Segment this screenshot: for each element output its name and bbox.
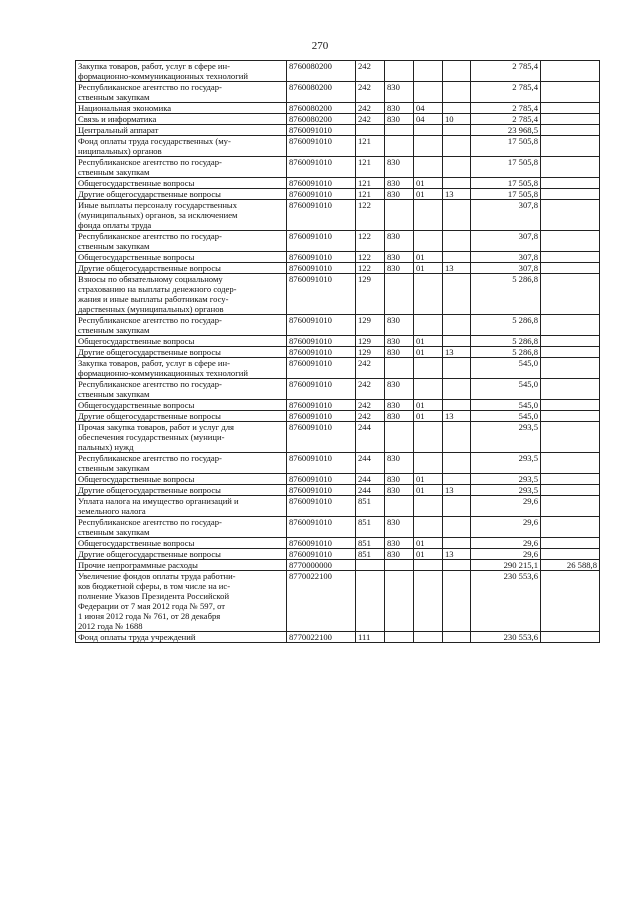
subsection-cell	[443, 358, 471, 379]
table-row	[76, 549, 600, 560]
row-name-cell: Уплата налога на имущество организаций и земельного налога	[76, 496, 287, 517]
amount-extra-cell	[541, 157, 600, 178]
target-article-cell: 8760091010	[287, 422, 356, 453]
target-article-cell: 8760091010	[287, 549, 356, 560]
department-cell: 830	[385, 549, 414, 560]
row-name-cell: Центральный аппарат	[76, 125, 287, 136]
amount-cell: 545,0	[471, 411, 541, 422]
expense-type-cell	[356, 571, 385, 632]
amount-extra-cell	[541, 315, 600, 336]
department-cell: 830	[385, 538, 414, 549]
expense-type-cell: 121	[356, 136, 385, 157]
subsection-cell	[443, 125, 471, 136]
expense-type-cell: 121	[356, 178, 385, 189]
section-cell	[414, 157, 443, 178]
expense-type-cell: 129	[356, 336, 385, 347]
target-article-cell: 8760080200	[287, 61, 356, 82]
amount-extra-cell	[541, 411, 600, 422]
row-name-cell: Национальная экономика	[76, 103, 287, 114]
amount-extra-cell: 26 588,8	[541, 560, 600, 571]
expense-type-cell: 129	[356, 315, 385, 336]
amount-cell: 17 505,8	[471, 189, 541, 200]
amount-extra-cell	[541, 571, 600, 632]
amount-extra-cell	[541, 632, 600, 643]
amount-cell: 5 286,8	[471, 336, 541, 347]
amount-cell: 17 505,8	[471, 178, 541, 189]
section-cell	[414, 136, 443, 157]
subsection-cell: 13	[443, 263, 471, 274]
amount-cell: 23 968,5	[471, 125, 541, 136]
row-name-cell: Иные выплаты персоналу государственных (муниципальных) органов, за исключением фонда оплаты труда	[76, 200, 287, 231]
table-row	[76, 474, 600, 485]
table-row	[76, 496, 600, 517]
table-row	[76, 347, 600, 358]
section-cell	[414, 422, 443, 453]
amount-cell: 2 785,4	[471, 103, 541, 114]
subsection-cell	[443, 453, 471, 474]
table-row	[76, 571, 600, 632]
amount-cell: 230 553,6	[471, 632, 541, 643]
expense-type-cell: 242	[356, 400, 385, 411]
section-cell: 01	[414, 474, 443, 485]
expense-type-cell: 244	[356, 474, 385, 485]
amount-extra-cell	[541, 336, 600, 347]
table-row	[76, 263, 600, 274]
amount-extra-cell	[541, 114, 600, 125]
target-article-cell: 8760091010	[287, 336, 356, 347]
expense-type-cell: 851	[356, 549, 385, 560]
row-name-cell: Другие общегосударственные вопросы	[76, 189, 287, 200]
expense-type-cell: 242	[356, 358, 385, 379]
target-article-cell: 8760091010	[287, 400, 356, 411]
row-name-cell: Республиканское агентство по государ- ственным закупкам	[76, 231, 287, 252]
expense-type-cell: 242	[356, 103, 385, 114]
expense-type-cell: 851	[356, 517, 385, 538]
target-article-cell: 8760091010	[287, 136, 356, 157]
row-name-cell: Фонд оплаты труда государственных (му- ниципальных) органов	[76, 136, 287, 157]
subsection-cell	[443, 231, 471, 252]
target-article-cell: 8760091010	[287, 347, 356, 358]
expense-type-cell: 111	[356, 632, 385, 643]
table-row	[76, 200, 600, 231]
target-article-cell: 8770000000	[287, 560, 356, 571]
table-row	[76, 274, 600, 315]
amount-cell: 293,5	[471, 474, 541, 485]
table-row	[76, 400, 600, 411]
amount-cell: 293,5	[471, 422, 541, 453]
department-cell: 830	[385, 157, 414, 178]
section-cell: 01	[414, 485, 443, 496]
department-cell: 830	[385, 411, 414, 422]
row-name-cell: Общегосударственные вопросы	[76, 474, 287, 485]
section-cell: 01	[414, 400, 443, 411]
subsection-cell	[443, 422, 471, 453]
table-row	[76, 422, 600, 453]
amount-extra-cell	[541, 379, 600, 400]
table-row	[76, 411, 600, 422]
row-name-cell: Другие общегосударственные вопросы	[76, 549, 287, 560]
target-article-cell: 8760091010	[287, 517, 356, 538]
expense-type-cell: 242	[356, 61, 385, 82]
amount-extra-cell	[541, 125, 600, 136]
amount-cell: 290 215,1	[471, 560, 541, 571]
expense-type-cell	[356, 125, 385, 136]
target-article-cell: 8760080200	[287, 114, 356, 125]
expense-type-cell: 122	[356, 200, 385, 231]
target-article-cell: 8760091010	[287, 189, 356, 200]
target-article-cell: 8760091010	[287, 263, 356, 274]
target-article-cell: 8760080200	[287, 82, 356, 103]
subsection-cell	[443, 517, 471, 538]
subsection-cell	[443, 571, 471, 632]
amount-extra-cell	[541, 485, 600, 496]
section-cell: 01	[414, 411, 443, 422]
table-row	[76, 136, 600, 157]
section-cell: 01	[414, 178, 443, 189]
target-article-cell: 8760091010	[287, 485, 356, 496]
row-name-cell: Республиканское агентство по государ- ственным закупкам	[76, 157, 287, 178]
section-cell	[414, 315, 443, 336]
row-name-cell: Республиканское агентство по государ- ственным закупкам	[76, 453, 287, 474]
row-name-cell: Республиканское агентство по государ- ственным закупкам	[76, 82, 287, 103]
section-cell: 01	[414, 252, 443, 263]
section-cell: 01	[414, 189, 443, 200]
section-cell: 01	[414, 347, 443, 358]
row-name-cell: Общегосударственные вопросы	[76, 252, 287, 263]
department-cell: 830	[385, 263, 414, 274]
subsection-cell: 10	[443, 114, 471, 125]
amount-extra-cell	[541, 263, 600, 274]
department-cell	[385, 560, 414, 571]
amount-cell: 230 553,6	[471, 571, 541, 632]
amount-cell: 293,5	[471, 453, 541, 474]
table-row	[76, 252, 600, 263]
subsection-cell	[443, 400, 471, 411]
department-cell: 830	[385, 379, 414, 400]
amount-extra-cell	[541, 347, 600, 358]
table-row	[76, 125, 600, 136]
section-cell	[414, 82, 443, 103]
amount-extra-cell	[541, 274, 600, 315]
section-cell: 04	[414, 114, 443, 125]
amount-extra-cell	[541, 136, 600, 157]
department-cell	[385, 358, 414, 379]
department-cell: 830	[385, 453, 414, 474]
section-cell: 01	[414, 549, 443, 560]
target-article-cell: 8760091010	[287, 125, 356, 136]
row-name-cell: Взносы по обязательному социальному страхованию на выплаты денежного содер- жания и иные выплаты работникам госу- дарственных (муниципальных) органов	[76, 274, 287, 315]
subsection-cell	[443, 632, 471, 643]
amount-extra-cell	[541, 400, 600, 411]
row-name-cell: Другие общегосударственные вопросы	[76, 347, 287, 358]
expense-type-cell: 242	[356, 114, 385, 125]
section-cell	[414, 517, 443, 538]
row-name-cell: Связь и информатика	[76, 114, 287, 125]
target-article-cell: 8760091010	[287, 474, 356, 485]
amount-cell: 307,8	[471, 200, 541, 231]
table-row	[76, 103, 600, 114]
department-cell: 830	[385, 252, 414, 263]
section-cell	[414, 231, 443, 252]
row-name-cell: Другие общегосударственные вопросы	[76, 411, 287, 422]
row-name-cell: Республиканское агентство по государ- ственным закупкам	[76, 315, 287, 336]
amount-cell: 2 785,4	[471, 61, 541, 82]
target-article-cell: 8760091010	[287, 274, 356, 315]
expense-type-cell: 851	[356, 496, 385, 517]
table-row	[76, 358, 600, 379]
expense-type-cell	[356, 560, 385, 571]
section-cell: 01	[414, 336, 443, 347]
department-cell: 830	[385, 485, 414, 496]
section-cell	[414, 358, 443, 379]
section-cell	[414, 274, 443, 315]
subsection-cell: 13	[443, 485, 471, 496]
amount-extra-cell	[541, 422, 600, 453]
table-row	[76, 632, 600, 643]
target-article-cell: 8760091010	[287, 496, 356, 517]
amount-extra-cell	[541, 200, 600, 231]
target-article-cell: 8760091010	[287, 453, 356, 474]
subsection-cell	[443, 178, 471, 189]
amount-extra-cell	[541, 178, 600, 189]
amount-extra-cell	[541, 538, 600, 549]
section-cell	[414, 61, 443, 82]
budget-table	[75, 60, 600, 643]
expense-type-cell: 851	[356, 538, 385, 549]
amount-extra-cell	[541, 82, 600, 103]
department-cell: 830	[385, 347, 414, 358]
expense-type-cell: 121	[356, 189, 385, 200]
row-name-cell: Прочие непрограммные расходы	[76, 560, 287, 571]
department-cell: 830	[385, 517, 414, 538]
row-name-cell: Фонд оплаты труда учреждений	[76, 632, 287, 643]
table-row	[76, 517, 600, 538]
row-name-cell: Республиканское агентство по государ- ственным закупкам	[76, 517, 287, 538]
amount-cell: 307,8	[471, 231, 541, 252]
department-cell: 830	[385, 82, 414, 103]
expense-type-cell: 129	[356, 347, 385, 358]
department-cell	[385, 125, 414, 136]
table-row	[76, 114, 600, 125]
amount-extra-cell	[541, 358, 600, 379]
section-cell	[414, 379, 443, 400]
table-row	[76, 560, 600, 571]
amount-cell: 545,0	[471, 358, 541, 379]
expense-type-cell: 122	[356, 231, 385, 252]
department-cell	[385, 61, 414, 82]
amount-extra-cell	[541, 103, 600, 114]
expense-type-cell: 244	[356, 453, 385, 474]
target-article-cell: 8760091010	[287, 315, 356, 336]
amount-cell: 307,8	[471, 252, 541, 263]
section-cell: 01	[414, 538, 443, 549]
expense-type-cell: 129	[356, 274, 385, 315]
table-row	[76, 315, 600, 336]
expense-type-cell: 121	[356, 157, 385, 178]
amount-cell: 17 505,8	[471, 157, 541, 178]
amount-cell: 29,6	[471, 496, 541, 517]
row-name-cell: Прочая закупка товаров, работ и услуг для обеспечения государственных (муници- пальных) нужд	[76, 422, 287, 453]
target-article-cell: 8760091010	[287, 200, 356, 231]
amount-cell: 17 505,8	[471, 136, 541, 157]
target-article-cell: 8760091010	[287, 379, 356, 400]
amount-extra-cell	[541, 549, 600, 560]
section-cell	[414, 453, 443, 474]
subsection-cell	[443, 274, 471, 315]
department-cell: 830	[385, 189, 414, 200]
page-number: 270	[311, 40, 329, 52]
amount-extra-cell	[541, 61, 600, 82]
target-article-cell: 8760091010	[287, 178, 356, 189]
table-row	[76, 82, 600, 103]
subsection-cell	[443, 474, 471, 485]
table-row	[76, 453, 600, 474]
table-row	[76, 336, 600, 347]
target-article-cell: 8760091010	[287, 231, 356, 252]
subsection-cell	[443, 157, 471, 178]
table-row	[76, 157, 600, 178]
amount-cell: 29,6	[471, 517, 541, 538]
expense-type-cell: 244	[356, 485, 385, 496]
row-name-cell: Общегосударственные вопросы	[76, 336, 287, 347]
table-row	[76, 189, 600, 200]
subsection-cell	[443, 560, 471, 571]
target-article-cell: 8760091010	[287, 538, 356, 549]
amount-extra-cell	[541, 496, 600, 517]
department-cell: 830	[385, 231, 414, 252]
subsection-cell	[443, 496, 471, 517]
row-name-cell: Общегосударственные вопросы	[76, 538, 287, 549]
section-cell	[414, 571, 443, 632]
amount-extra-cell	[541, 517, 600, 538]
section-cell	[414, 125, 443, 136]
department-cell: 830	[385, 474, 414, 485]
amount-cell: 307,8	[471, 263, 541, 274]
target-article-cell: 8760091010	[287, 411, 356, 422]
subsection-cell	[443, 315, 471, 336]
subsection-cell: 13	[443, 549, 471, 560]
subsection-cell	[443, 336, 471, 347]
table-row	[76, 538, 600, 549]
subsection-cell	[443, 379, 471, 400]
section-cell	[414, 496, 443, 517]
subsection-cell: 13	[443, 189, 471, 200]
amount-cell: 545,0	[471, 379, 541, 400]
subsection-cell	[443, 538, 471, 549]
department-cell	[385, 422, 414, 453]
department-cell: 830	[385, 178, 414, 189]
subsection-cell	[443, 252, 471, 263]
row-name-cell: Другие общегосударственные вопросы	[76, 485, 287, 496]
row-name-cell: Увеличение фондов оплаты труда работни- ков бюджетной сферы, в том числе на ис- полнение Указов Президента Российской Федерации от 7 мая 2012 года № 597, от 1 июня 2012 года № 761, от 28 декабря 2012 года № 1688	[76, 571, 287, 632]
target-article-cell: 8760091010	[287, 157, 356, 178]
target-article-cell: 8760080200	[287, 103, 356, 114]
subsection-cell	[443, 136, 471, 157]
amount-cell: 29,6	[471, 549, 541, 560]
subsection-cell	[443, 103, 471, 114]
target-article-cell: 8760091010	[287, 358, 356, 379]
amount-cell: 293,5	[471, 485, 541, 496]
amount-cell: 5 286,8	[471, 347, 541, 358]
table-row	[76, 231, 600, 252]
department-cell: 830	[385, 103, 414, 114]
table-row	[76, 485, 600, 496]
row-name-cell: Закупка товаров, работ, услуг в сфере ин- формационно-коммуникационных технологий	[76, 61, 287, 82]
expense-type-cell: 122	[356, 263, 385, 274]
table-row	[76, 379, 600, 400]
amount-extra-cell	[541, 474, 600, 485]
table-row	[76, 178, 600, 189]
amount-cell: 2 785,4	[471, 114, 541, 125]
department-cell	[385, 274, 414, 315]
section-cell	[414, 200, 443, 231]
table-row	[76, 61, 600, 82]
section-cell: 04	[414, 103, 443, 114]
amount-extra-cell	[541, 252, 600, 263]
amount-cell: 2 785,4	[471, 82, 541, 103]
amount-cell: 5 286,8	[471, 315, 541, 336]
target-article-cell: 8760091010	[287, 252, 356, 263]
amount-cell: 5 286,8	[471, 274, 541, 315]
department-cell: 830	[385, 336, 414, 347]
row-name-cell: Общегосударственные вопросы	[76, 400, 287, 411]
row-name-cell: Другие общегосударственные вопросы	[76, 263, 287, 274]
department-cell: 830	[385, 114, 414, 125]
department-cell: 830	[385, 315, 414, 336]
amount-extra-cell	[541, 189, 600, 200]
subsection-cell: 13	[443, 347, 471, 358]
department-cell	[385, 496, 414, 517]
row-name-cell: Республиканское агентство по государ- ственным закупкам	[76, 379, 287, 400]
amount-extra-cell	[541, 231, 600, 252]
expense-type-cell: 122	[356, 252, 385, 263]
budget-table-body	[76, 61, 600, 643]
target-article-cell: 8770022100	[287, 632, 356, 643]
subsection-cell: 13	[443, 411, 471, 422]
amount-extra-cell	[541, 453, 600, 474]
amount-cell: 29,6	[471, 538, 541, 549]
expense-type-cell: 242	[356, 82, 385, 103]
expense-type-cell: 242	[356, 411, 385, 422]
department-cell	[385, 200, 414, 231]
section-cell	[414, 632, 443, 643]
subsection-cell	[443, 82, 471, 103]
row-name-cell: Общегосударственные вопросы	[76, 178, 287, 189]
expense-type-cell: 244	[356, 422, 385, 453]
department-cell	[385, 136, 414, 157]
row-name-cell: Закупка товаров, работ, услуг в сфере ин- формационно-коммуникационных технологий	[76, 358, 287, 379]
subsection-cell	[443, 200, 471, 231]
department-cell	[385, 632, 414, 643]
target-article-cell: 8770022100	[287, 571, 356, 632]
department-cell: 830	[385, 400, 414, 411]
section-cell: 01	[414, 263, 443, 274]
amount-cell: 545,0	[471, 400, 541, 411]
department-cell	[385, 571, 414, 632]
expense-type-cell: 242	[356, 379, 385, 400]
section-cell	[414, 560, 443, 571]
subsection-cell	[443, 61, 471, 82]
